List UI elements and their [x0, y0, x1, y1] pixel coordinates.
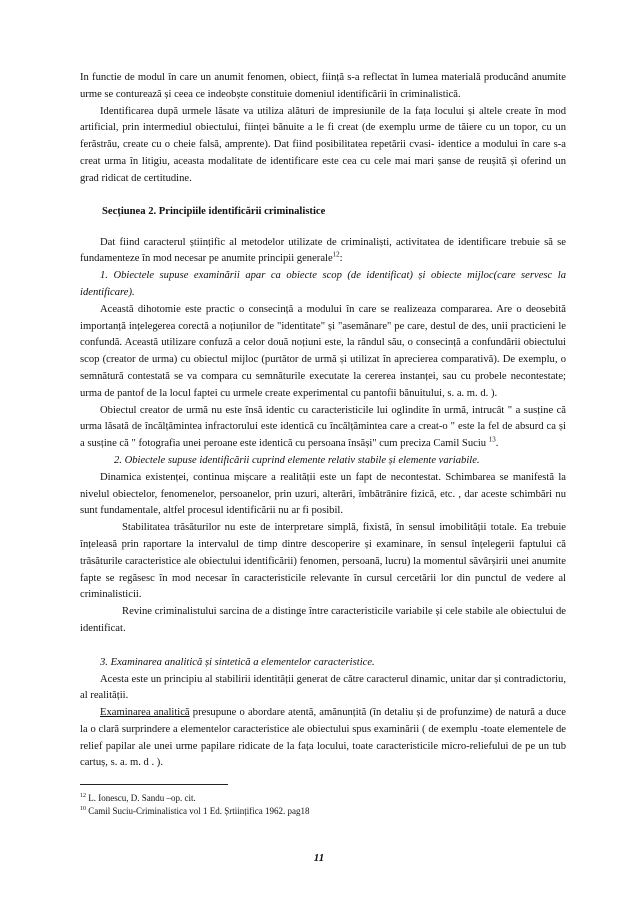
footnote-1-text: L. Ionescu, D. Sandu –op. cit.: [88, 793, 196, 803]
footnote-2-text: Camil Suciu-Criminalistica vol 1 Ed. Șrtiințifica 1962. pag18: [88, 806, 310, 816]
paragraph-creator-object: [80, 403, 566, 453]
principle-2-text: 2. Obiectele supuse identificării cuprind elemente relativ stabile și elemente variabile.: [114, 454, 480, 466]
footnote-1-mark: 12: [80, 793, 86, 799]
section-heading: Secțiunea 2. Principiile identificării criminalistice: [102, 205, 326, 217]
footnote-2-mark: 10: [80, 806, 86, 812]
paragraph-analytic-exam: [80, 705, 566, 772]
analytic-exam-text: presupune o abordare atentă, amănunțită (în detaliu și de profunzime) de natură a duce la o clară surprindere a elementelor caracteristice ale obiectului spus examinării ( de exemplu -toate elementele de relief papilar ale unei urme papilare ridicate de la fața locului, toate caracteristicile micro-reliefului de pe un tub cartuș, s. a. m. d . ).: [80, 707, 566, 769]
section-intro-text: Dat fiind caracterul științific al metodelor utilizate de criminaliști, activitatea de identificare trebuie să se fundamenteze în mod necesar pe anumite principii generale: [80, 236, 566, 265]
paragraph-stability: Stabilitatea trăsăturilor nu este de interpretare simplă, fixistă, în sensul imobilității totale. Ea trebuie înțeleasă prin raportare la intervalul de timp dintre descoperire și examinare, în sensul înțelegerii faptului că trăsăturile caracteristice ale obiectului identificării) fenomen, persoană, lucru) la momentul săvârșirii unei anumite fapte se regăsesc în mod necesar în caracteristicile relevante în cursul cercetării lor din punctul de vedere al criminalisticii.: [80, 522, 566, 601]
principle-3-text: 3. Examinarea analitică și sintetică a elementelor caracteristice.: [100, 656, 375, 668]
paragraph-dichotomy: Această dihotomie este practic o consecință a modului în care se realizeaza compararea. Are o deosebită importanță ințelegerea corectă a noțiunilor de "identitate" și "asemănare" pe care, destul de des, unii practicieni le confundă. Această utilizare confuză a celor două noțiuni este, la rândul său, o consecință a confundării obiectului scop (creator de urma) cu obiectul mijloc (purtător de urmă și utilizat în aprecierea comparativă). De exemplu, o semnătură contestată se va compara cu semnăturile executate la cererea instanței, sau cu probele necontestate; urma de pantof de la locul faptei cu urmele create experimental cu pantofii bănuitului, s. a. m. d. ).: [80, 303, 566, 399]
analytic-exam-term: Examinarea analitică: [100, 707, 190, 719]
footnote-2: [80, 805, 309, 817]
spacer: [80, 638, 566, 655]
intro-paragraph-1: In functie de modul în care un anumit fenomen, obiect, ființă s-a reflectat în lumea materială producând anumite urme se contureazã și ceea ce indeobște constituie domeniul identificării în criminalistică.: [80, 72, 566, 100]
section-intro-paragraph: [80, 235, 566, 269]
paragraph-dynamics: Dinamica existenței, continua mișcare a realității este un fapt de necontestat. Schimbarea se manifestă la nivelul obiectelor, fenomenelor, persoanelor, prin uzuri, alterări, îmbătrânire fizică, etc. , dar aceste schimbări nu sunt fundamentale, altfel procesul identificării nu ar fi posibil.: [80, 471, 566, 517]
paragraph-identity-principle: Acesta este un principiu al stabilirii identității generat de către caracterul dinamic, unitar dar și contradictoriu, al realității.: [80, 673, 566, 702]
paragraph-creator-object-text: Obiectul creator de urmă nu este însă identic cu caracteristicile lui oglindite în urmă, intrucât " a susține că urma lăsată de încălțămintea infractorului este identică cu încălțămintea care a creat-o " este la fel de absurd ca și a susține că " fotografia unei peroane este identică cu persoana însăși" cum preciza Camil Suciu: [80, 404, 566, 450]
principle-1: [80, 268, 566, 302]
footnote-divider: [80, 784, 228, 785]
document-body: [80, 70, 566, 772]
section-intro-end: :: [339, 253, 343, 265]
principle-3: [80, 655, 566, 672]
principle-2: [80, 453, 566, 470]
paragraph-creator-object-end: .: [495, 438, 499, 450]
intro-paragraph-2: Identificarea după urmele lăsate va utiliza alături de impresiunile de la fața locului și altele create în mod artificial, prin intermediul obiectului, ființei bănuite a le fi creat (de exemplu urme de tăiere cu un topor, cu un ferăstrău, create cu o cheie falsă, amprente). Dat fiind posibilitatea repetării cvasi- identice a modului în care s-a creat urma în litigiu, aceasta modalitate de identificare este cea cu cele mai mari șanse de reușită și oferind un grad ridicat de certitudine.: [80, 105, 566, 184]
paragraph-criminalist-task: Revine criminalistului sarcina de a distinge între caracteristicile variabile și cele stabile ale obiectului de identificat.: [80, 606, 566, 634]
footnote-ref-13: 13: [488, 435, 496, 444]
page-number: 11: [313, 852, 325, 864]
footnote-1: [80, 792, 196, 804]
principle-1-text: 1. Obiectele supuse examinării apar ca obiecte scop (de identificat) și obiecte mijloc(care servesc la identificare).: [80, 270, 566, 298]
footnote-ref-12: 12: [332, 250, 340, 259]
